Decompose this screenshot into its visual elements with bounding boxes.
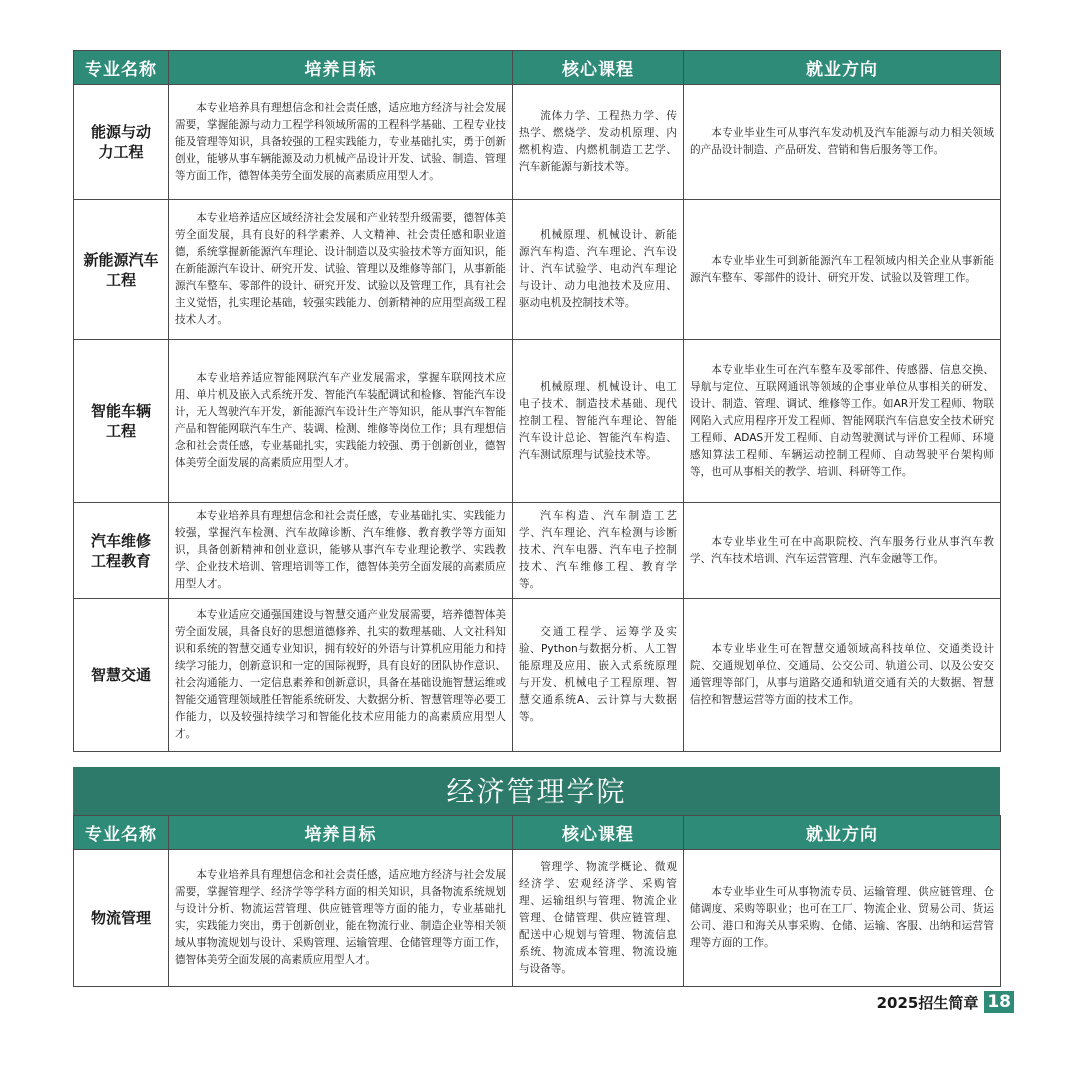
- header-core-courses: 核心课程: [513, 816, 684, 850]
- major-career: 本专业毕业生可在汽车整车及零部件、传感器、信息交换、导航与定位、互联网通讯等领域的企事业单位从事相关的研发、设计、制造、管理、调试、维修等工作。如AR开发工程师、物联网陷入式应用程序开发工程师、智能网联汽车信息安全技术研究工程师、ADAS开发工程师、自动驾驶测试与评价工程师、环境感知算法工程师、车辆运动控制工程师、自动驾驶平台架构师等，也可从事相关的教学、培训、科研等工作。: [684, 340, 1001, 503]
- majors-table-engineering: [73, 50, 1001, 752]
- header-training-goal: 培养目标: [169, 51, 513, 85]
- major-goal: 本专业适应交通强国建设与智慧交通产业发展需要，培养德智体美劳全面发展，具备良好的思想道德修养、扎实的数理基础、人文社科知识和系统的智慧交通专业知识，拥有较好的外语与计算机应用能力和持续学习能力，创新意识和一定的国际视野，具有良好的团队协作意识、社会沟通能力、一定信息素养和创新意识，具备在基础设施智慧运维或智能交通管理领域胜任智能系统研发、大数据分析、智慧管理等必要工作能力，以及较强持续学习和智能化技术应用能力的高素质应用型人才。: [169, 599, 513, 752]
- majors-table-management: [73, 815, 1001, 987]
- major-courses: 管理学、物流学概论、微观经济学、宏观经济学、采购管理、运输组织与管理、物流企业管理、仓储管理、供应链管理、配送中心规划与管理、物流信息系统、物流成本管理、物流设施与设备等。: [513, 850, 684, 987]
- table-row: [74, 85, 1001, 200]
- table-row: [74, 503, 1001, 599]
- major-goal: 本专业培养具有理想信念和社会责任感，适应地方经济与社会发展需要，掌握能源与动力工程学科领域所需的工程科学基础、工程专业技能及管理等知识，具备较强的工程实践能力，专业基础扎实，勇于创新创业，能够从事车辆能源及动力机械产品设计开发、试验、制造、管理等方面工作，德智体美劳全面发展的高素质应用型人才。: [169, 85, 513, 200]
- table-row: [74, 340, 1001, 503]
- major-courses: 流体力学、工程热力学、传热学、燃烧学、发动机原理、内燃机构造、内燃机制造工艺学、汽车新能源与新技术等。: [513, 85, 684, 200]
- major-career: 本专业毕业生可从事汽车发动机及汽车能源与动力相关领域的产品设计制造、产品研发、营销和售后服务等工作。: [684, 85, 1001, 200]
- major-courses: 机械原理、机械设计、电工电子技术、制造技术基础、现代控制工程、智能汽车理论、智能汽车设计总论、智能汽车构造、汽车测试原理与试验技术等。: [513, 340, 684, 503]
- table-row: [74, 200, 1001, 340]
- table-header-row: [74, 816, 1001, 850]
- major-courses: 汽车构造、汽车制造工艺学、汽车理论、汽车检测与诊断技术、汽车电器、汽车电子控制技术、汽车维修工程、教育学等。: [513, 503, 684, 599]
- major-name: 新能源汽车工程: [74, 200, 169, 340]
- major-career: 本专业毕业生可从事物流专员、运输管理、供应链管理、仓储调度、采购等职业；也可在工厂、物流企业、贸易公司、货运公司、港口和海关从事采购、仓储、运输、客服、出纳和运营管理等方面的工作。: [684, 850, 1001, 987]
- major-goal: 本专业培养适应智能网联汽车产业发展需求，掌握车联网技术应用、单片机及嵌入式系统开发、智能汽车装配调试和检修、智能汽车设计，无人驾驶汽车开发，新能源汽车设计生产等知识，能从事汽车智能产品和智能网联汽车生产、装调、检测、维修等岗位工作；具有理想信念和社会责任感，专业基础扎实，实践能力较强、勇于创新创业，德智体美劳全面发展的高素质应用型人才。: [169, 340, 513, 503]
- major-career: 本专业毕业生可到新能源汽车工程领域内相关企业从事新能源汽车整车、零部件的设计、研究开发、试验以及管理工作。: [684, 200, 1001, 340]
- major-goal: 本专业培养具有理想信念和社会责任感，适应地方经济与社会发展需要，掌握管理学、经济学等学科方面的相关知识，具备物流系统规划与设计分析、物流运营管理、供应链管理等方面的能力，专业基础扎实，实践能力突出，勇于创新创业，能在物流行业、制造企业等相关领域从事物流规划与设计、采购管理、运输管理、仓储管理等方面工作，德智体美劳全面发展的高素质应用型人才。: [169, 850, 513, 987]
- table-row: [74, 599, 1001, 752]
- major-career: 本专业毕业生可在智慧交通领域高科技单位、交通类设计院、交通规划单位、交通局、公交公司、轨道公司、以及公安交通管理等部门，从事与道路交通和轨道交通有关的大数据、智慧信控和智慧运营等方面的技术工作。: [684, 599, 1001, 752]
- major-name: 汽车维修工程教育: [74, 503, 169, 599]
- major-courses: 机械原理、机械设计、新能源汽车构造、汽车理论、汽车设计、汽车试验学、电动汽车理论与设计、动力电池技术及应用、驱动电机及控制技术等。: [513, 200, 684, 340]
- major-goal: 本专业培养适应区域经济社会发展和产业转型升级需要，德智体美劳全面发展，具有良好的科学素养、人文精神、社会责任感和职业道德，系统掌握新能源汽车理论、设计制造以及实验技术等方面知识，能在新能源汽车设计、研究开发、试验、管理以及维修等部门，从事新能源汽车整车、零部件的设计、研究开发、试验以及管理工作，具有社会主义觉悟，扎实理论基础，较强实践能力、创新精神的应用型高级工程技术人才。: [169, 200, 513, 340]
- table-row: [74, 850, 1001, 987]
- major-career: 本专业毕业生可在中高职院校、汽车服务行业从事汽车教学、汽车技术培训、汽车运营管理、汽车金融等工作。: [684, 503, 1001, 599]
- major-courses: 交通工程学、运筹学及实验、Python与数据分析、人工智能原理及应用、嵌入式系统原理与开发、机械电子工程原理、智慧交通系统A、云计算与大数据等。: [513, 599, 684, 752]
- major-name: 能源与动力工程: [74, 85, 169, 200]
- header-major-name: 专业名称: [74, 816, 169, 850]
- table-header-row: [74, 51, 1001, 85]
- brochure-title: 2025招生简章: [876, 993, 979, 1012]
- header-training-goal: 培养目标: [169, 816, 513, 850]
- major-name: 智能车辆工程: [74, 340, 169, 503]
- college-title-banner: 经济管理学院: [73, 767, 1000, 815]
- major-goal: 本专业培养具有理想信念和社会责任感，专业基础扎实、实践能力较强，掌握汽车检测、汽车故障诊断、汽车维修、教育教学等方面知识，具备创新精神和创业意识，能够从事汽车专业理论教学、实践教学、企业技术培训、管理培训等工作，德智体美劳全面发展的高素质应用型人才。: [169, 503, 513, 599]
- header-career-direction: 就业方向: [684, 51, 1001, 85]
- major-name: 智慧交通: [74, 599, 169, 752]
- header-major-name: 专业名称: [74, 51, 169, 85]
- major-name: 物流管理: [74, 850, 169, 987]
- header-core-courses: 核心课程: [513, 51, 684, 85]
- page-number: 18: [984, 991, 1014, 1013]
- page-footer: [877, 991, 1014, 1013]
- header-career-direction: 就业方向: [684, 816, 1001, 850]
